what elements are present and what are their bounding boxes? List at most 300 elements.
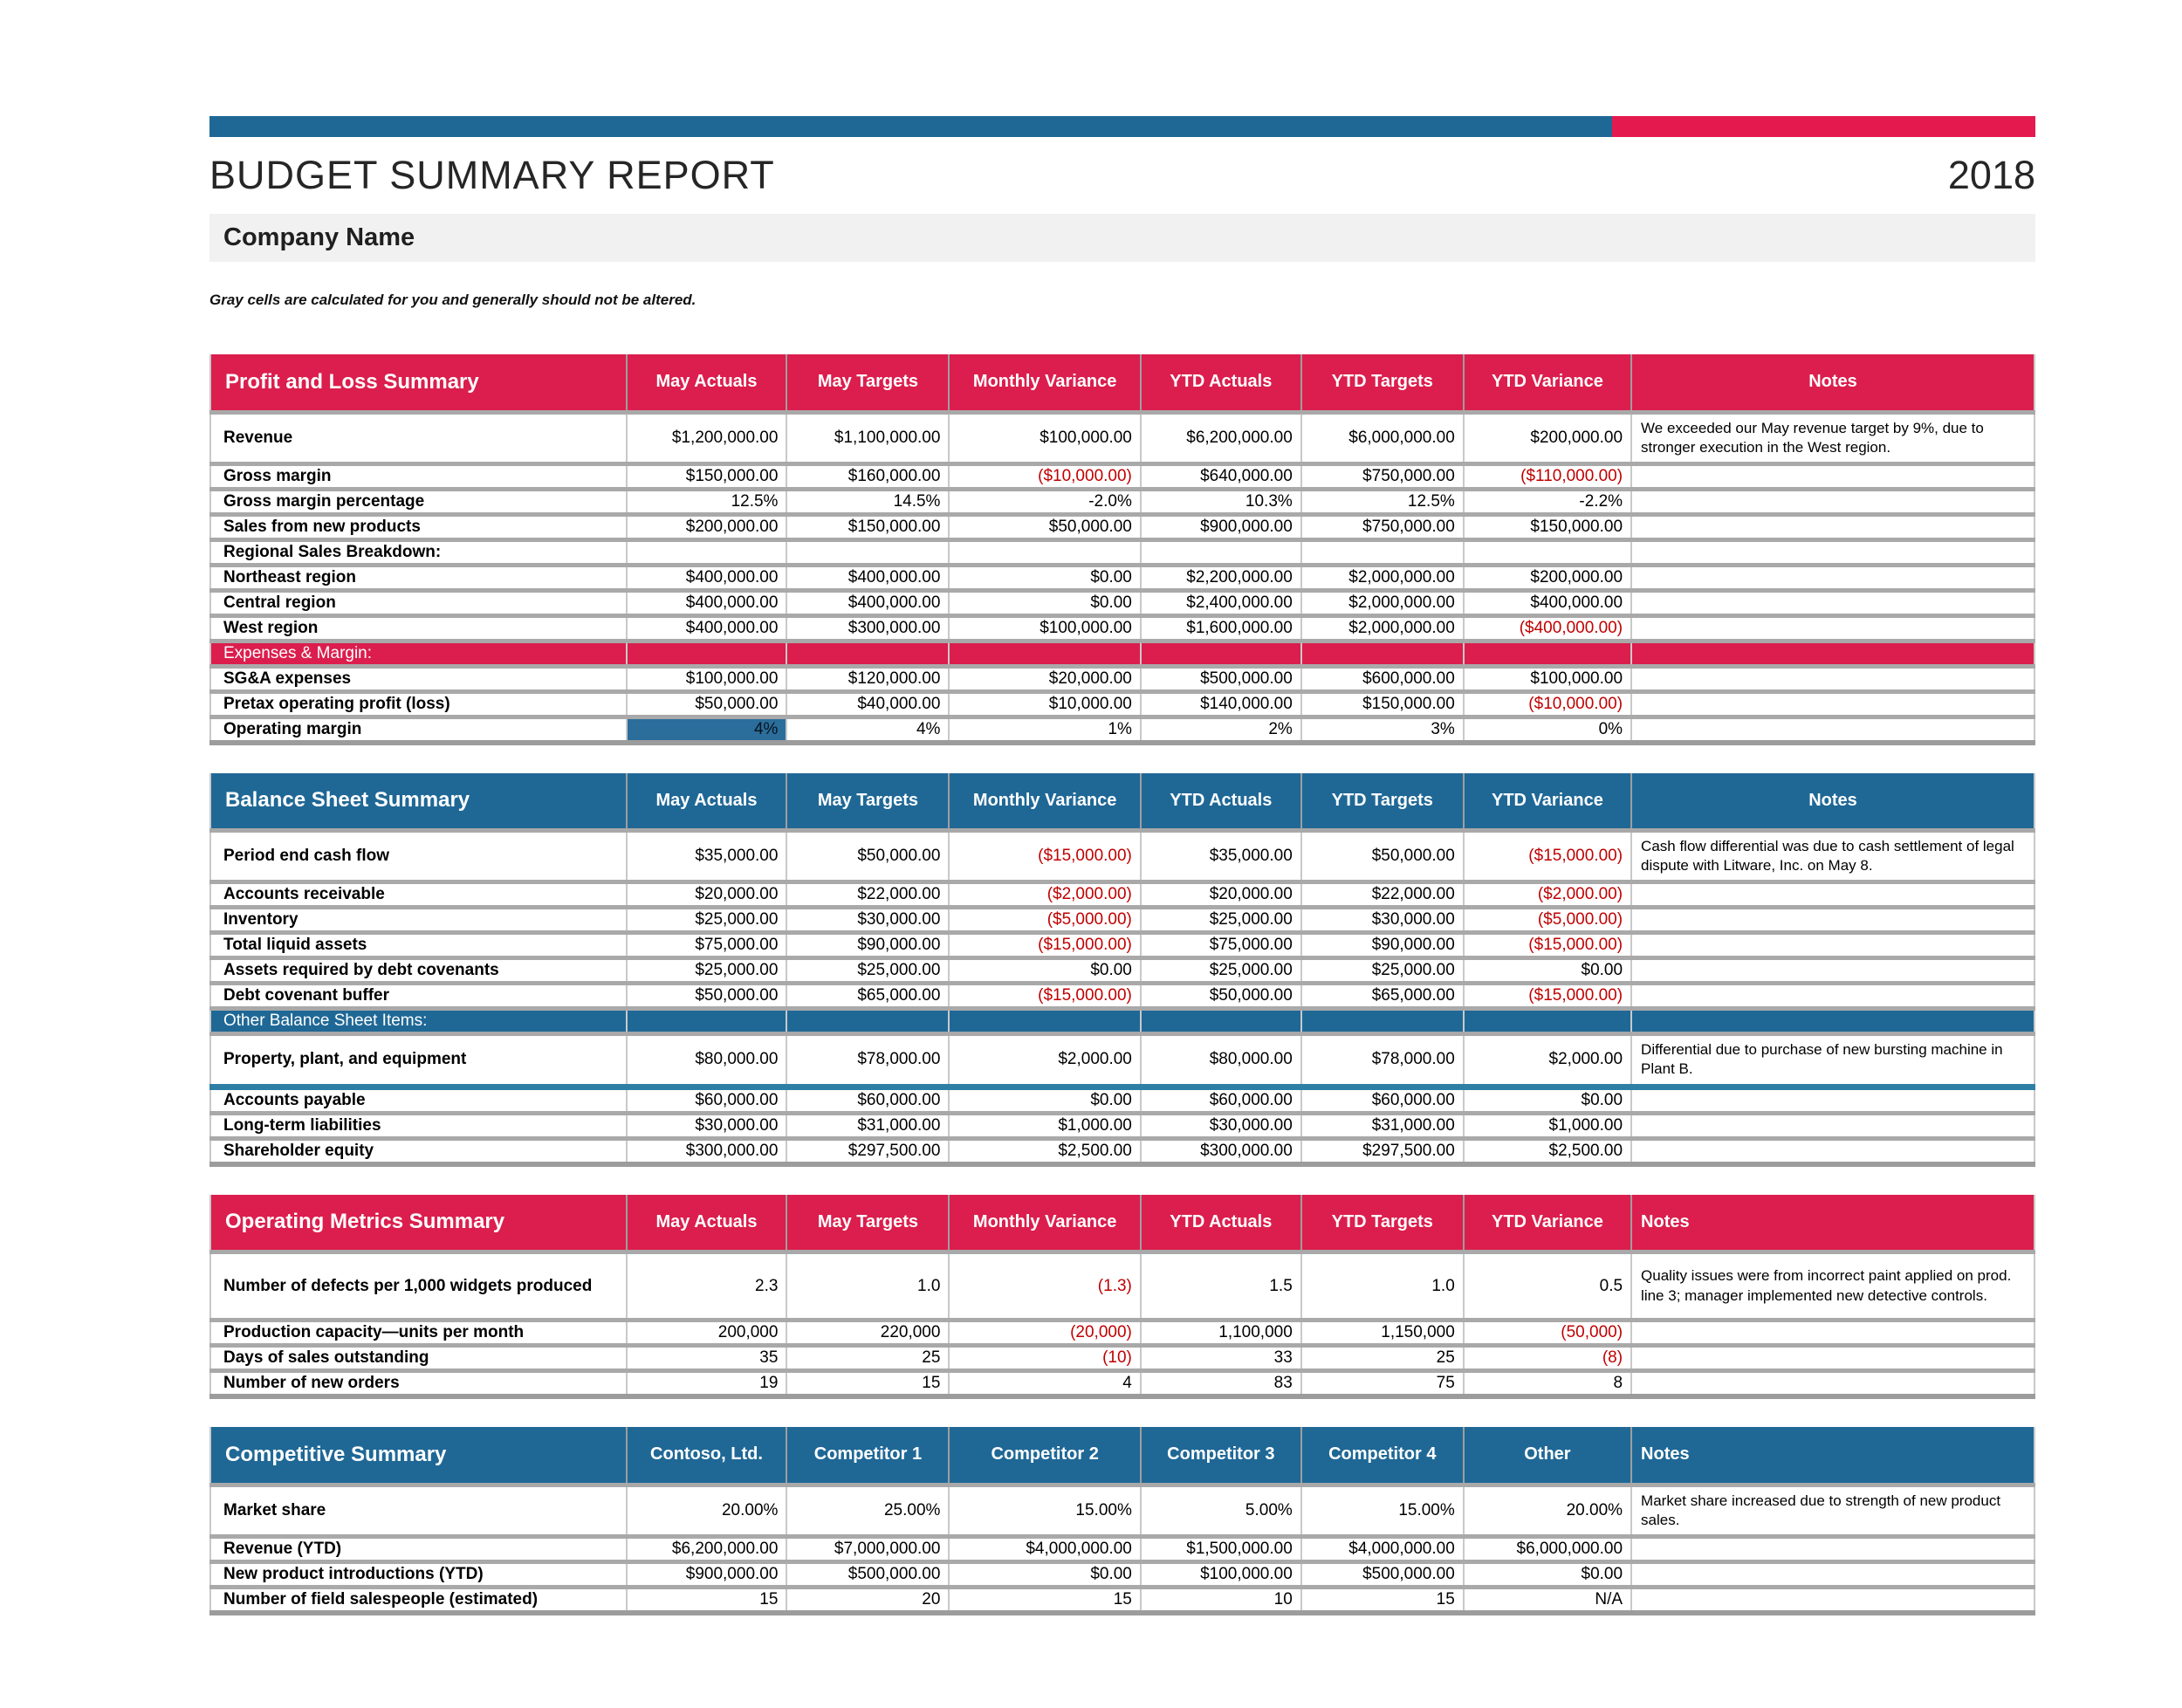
table-row <box>210 565 2034 590</box>
value-cell[interactable]: $500,000.00 <box>786 1561 949 1587</box>
value-cell[interactable]: $30,000.00 <box>1301 908 1464 933</box>
value-cell[interactable]: 25 <box>1301 1346 1464 1371</box>
row-label[interactable]: Period end cash flow <box>210 831 627 882</box>
column-header: YTD Targets <box>1301 1195 1464 1252</box>
value-cell[interactable]: $25,000.00 <box>786 958 949 984</box>
column-header: YTD Targets <box>1301 354 1464 412</box>
value-cell[interactable]: $50,000.00 <box>1301 831 1464 882</box>
note-cell[interactable] <box>1631 1561 2034 1587</box>
value-cell[interactable]: $25,000.00 <box>627 908 787 933</box>
note-cell[interactable] <box>1631 717 2034 743</box>
value-cell[interactable]: $40,000.00 <box>786 691 949 717</box>
row-label[interactable]: West region <box>210 615 627 641</box>
note-cell[interactable] <box>1631 908 2034 933</box>
column-header: May Actuals <box>627 773 787 831</box>
value-cell[interactable]: $50,000.00 <box>627 691 787 717</box>
value-cell[interactable]: ($15,000.00) <box>1464 984 1631 1009</box>
value-cell[interactable]: 10 <box>1141 1587 1301 1613</box>
value-cell[interactable]: 1.0 <box>786 1252 949 1320</box>
page-title: BUDGET SUMMARY REPORT <box>209 153 775 197</box>
table-row <box>210 958 2034 984</box>
value-cell[interactable]: ($2,000.00) <box>949 882 1140 908</box>
value-cell[interactable]: ($400,000.00) <box>1464 615 1631 641</box>
value-cell[interactable] <box>1301 539 1464 565</box>
tables <box>209 354 2035 1615</box>
value-cell[interactable]: $20,000.00 <box>949 666 1140 691</box>
value-cell[interactable]: 14.5% <box>786 489 949 514</box>
note-cell[interactable] <box>1631 1371 2034 1397</box>
table-row <box>210 984 2034 1009</box>
value-cell[interactable] <box>949 1009 1140 1034</box>
column-header: Other <box>1464 1427 1631 1485</box>
value-cell[interactable]: $600,000.00 <box>1301 666 1464 691</box>
header-row <box>210 1195 2034 1252</box>
value-cell[interactable]: $2,500.00 <box>949 1138 1140 1164</box>
note-cell[interactable] <box>1631 882 2034 908</box>
row-label[interactable]: Other Balance Sheet Items: <box>210 1009 627 1034</box>
value-cell[interactable]: $35,000.00 <box>627 831 787 882</box>
value-cell[interactable]: $0.00 <box>949 590 1140 615</box>
value-cell[interactable] <box>1464 1009 1631 1034</box>
row-label[interactable]: Gross margin percentage <box>210 489 627 514</box>
column-header: YTD Actuals <box>1141 773 1301 831</box>
value-cell[interactable]: $200,000.00 <box>627 514 787 539</box>
row-label[interactable]: Total liquid assets <box>210 933 627 958</box>
table-row <box>210 1587 2034 1613</box>
value-cell[interactable]: $65,000.00 <box>786 984 949 1009</box>
value-cell[interactable]: $300,000.00 <box>1141 1138 1301 1164</box>
value-cell[interactable]: $100,000.00 <box>627 666 787 691</box>
table-row <box>210 933 2034 958</box>
value-cell[interactable]: $0.00 <box>949 565 1140 590</box>
row-label[interactable]: Production capacity—units per month <box>210 1320 627 1346</box>
value-cell[interactable]: $6,000,000.00 <box>1301 412 1464 463</box>
value-cell[interactable]: $30,000.00 <box>1141 1113 1301 1138</box>
value-cell[interactable]: 15.00% <box>1301 1485 1464 1536</box>
value-cell[interactable]: 10.3% <box>1141 489 1301 514</box>
value-cell[interactable]: $140,000.00 <box>1141 691 1301 717</box>
value-cell[interactable]: $297,500.00 <box>786 1138 949 1164</box>
value-cell[interactable]: $80,000.00 <box>627 1034 787 1087</box>
value-cell[interactable]: $1,200,000.00 <box>627 412 787 463</box>
table-row <box>210 412 2034 463</box>
value-cell[interactable]: $400,000.00 <box>627 590 787 615</box>
value-cell[interactable]: 25 <box>786 1346 949 1371</box>
value-cell[interactable]: ($15,000.00) <box>1464 933 1631 958</box>
value-cell[interactable]: ($2,000.00) <box>1464 882 1631 908</box>
value-cell[interactable]: ($10,000.00) <box>949 463 1140 489</box>
row-label[interactable]: Accounts receivable <box>210 882 627 908</box>
value-cell[interactable]: $1,000.00 <box>949 1113 1140 1138</box>
row-label[interactable]: Expenses & Margin: <box>210 641 627 666</box>
value-cell[interactable]: 12.5% <box>627 489 787 514</box>
table-title: Profit and Loss Summary <box>210 354 627 412</box>
value-cell[interactable]: $31,000.00 <box>1301 1113 1464 1138</box>
column-header: YTD Targets <box>1301 773 1464 831</box>
value-cell[interactable]: 0.5 <box>1464 1252 1631 1320</box>
value-cell[interactable] <box>786 539 949 565</box>
value-cell[interactable]: $2,000,000.00 <box>1301 590 1464 615</box>
value-cell[interactable]: $0.00 <box>1464 958 1631 984</box>
note-cell[interactable] <box>1631 514 2034 539</box>
row-label[interactable]: Property, plant, and equipment <box>210 1034 627 1087</box>
value-cell[interactable]: $150,000.00 <box>1301 691 1464 717</box>
column-header: May Actuals <box>627 354 787 412</box>
note-cell[interactable] <box>1631 984 2034 1009</box>
row-label[interactable]: Pretax operating profit (loss) <box>210 691 627 717</box>
value-cell[interactable]: $4,000,000.00 <box>949 1536 1140 1561</box>
value-cell[interactable]: 12.5% <box>1301 489 1464 514</box>
value-cell[interactable]: $25,000.00 <box>1141 958 1301 984</box>
value-cell[interactable]: $0.00 <box>949 1561 1140 1587</box>
table-competitive-summary <box>209 1427 2035 1615</box>
value-cell[interactable]: $7,000,000.00 <box>786 1536 949 1561</box>
row-label[interactable]: Central region <box>210 590 627 615</box>
value-cell[interactable]: $78,000.00 <box>786 1034 949 1087</box>
row-label[interactable]: Gross margin <box>210 463 627 489</box>
header-row <box>210 773 2034 831</box>
value-cell[interactable]: $90,000.00 <box>1301 933 1464 958</box>
value-cell[interactable]: 2% <box>1141 717 1301 743</box>
value-cell[interactable]: $2,000.00 <box>949 1034 1140 1087</box>
value-cell[interactable]: $60,000.00 <box>1141 1087 1301 1113</box>
value-cell[interactable]: -2.2% <box>1464 489 1631 514</box>
value-cell[interactable]: 20 <box>786 1587 949 1613</box>
value-cell[interactable]: 20.00% <box>1464 1485 1631 1536</box>
table-row <box>210 1346 2034 1371</box>
note-cell[interactable] <box>1631 489 2034 514</box>
table-row <box>210 514 2034 539</box>
value-cell[interactable]: 15 <box>1301 1587 1464 1613</box>
value-cell[interactable] <box>627 539 787 565</box>
value-cell[interactable]: 15 <box>949 1587 1140 1613</box>
value-cell[interactable]: $20,000.00 <box>1141 882 1301 908</box>
value-cell[interactable]: 15 <box>627 1587 787 1613</box>
value-cell[interactable]: 4 <box>949 1371 1140 1397</box>
value-cell[interactable]: 1% <box>949 717 1140 743</box>
value-cell[interactable]: $300,000.00 <box>627 1138 787 1164</box>
value-cell[interactable]: $50,000.00 <box>1141 984 1301 1009</box>
column-header: Competitor 4 <box>1301 1427 1464 1485</box>
value-cell[interactable]: $750,000.00 <box>1301 514 1464 539</box>
value-cell[interactable]: $200,000.00 <box>1464 412 1631 463</box>
value-cell[interactable]: $60,000.00 <box>627 1087 787 1113</box>
value-cell[interactable]: $120,000.00 <box>786 666 949 691</box>
value-cell[interactable]: $297,500.00 <box>1301 1138 1464 1164</box>
value-cell[interactable]: 200,000 <box>627 1320 787 1346</box>
value-cell[interactable] <box>1141 641 1301 666</box>
note-cell[interactable] <box>1631 1536 2034 1561</box>
value-cell[interactable]: (20,000) <box>949 1320 1140 1346</box>
value-cell[interactable]: 15.00% <box>949 1485 1140 1536</box>
value-cell[interactable]: $60,000.00 <box>1301 1087 1464 1113</box>
row-label[interactable]: Inventory <box>210 908 627 933</box>
value-cell[interactable]: ($110,000.00) <box>1464 463 1631 489</box>
value-cell[interactable]: $100,000.00 <box>1141 1561 1301 1587</box>
value-cell[interactable]: $400,000.00 <box>786 565 949 590</box>
note-cell[interactable]: Quality issues were from incorrect paint applied on prod. line 3; manager implemented new detective controls. <box>1631 1252 2034 1320</box>
value-cell[interactable]: -2.0% <box>949 489 1140 514</box>
value-cell[interactable]: $31,000.00 <box>786 1113 949 1138</box>
value-cell[interactable] <box>627 641 787 666</box>
value-cell[interactable]: $2,000,000.00 <box>1301 565 1464 590</box>
value-cell[interactable]: ($15,000.00) <box>949 933 1140 958</box>
value-cell[interactable]: $25,000.00 <box>627 958 787 984</box>
value-cell[interactable]: 1.5 <box>1141 1252 1301 1320</box>
value-cell[interactable]: $22,000.00 <box>1301 882 1464 908</box>
value-cell[interactable]: $100,000.00 <box>949 412 1140 463</box>
selected-cell[interactable]: 4% <box>627 717 787 743</box>
row-label[interactable]: Number of defects per 1,000 widgets produced <box>210 1252 627 1320</box>
value-cell[interactable]: $640,000.00 <box>1141 463 1301 489</box>
note-cell[interactable]: We exceeded our May revenue target by 9%, due to stronger execution in the West region. <box>1631 412 2034 463</box>
note-cell[interactable] <box>1631 539 2034 565</box>
value-cell[interactable]: 1.0 <box>1301 1252 1464 1320</box>
row-label[interactable]: Days of sales outstanding <box>210 1346 627 1371</box>
value-cell[interactable]: $2,000,000.00 <box>1301 615 1464 641</box>
value-cell[interactable]: 25.00% <box>786 1485 949 1536</box>
value-cell[interactable]: 15 <box>786 1371 949 1397</box>
row-label[interactable]: Revenue <box>210 412 627 463</box>
value-cell[interactable]: $100,000.00 <box>949 615 1140 641</box>
value-cell[interactable]: $150,000.00 <box>786 514 949 539</box>
table-title: Competitive Summary <box>210 1427 627 1485</box>
value-cell[interactable]: $400,000.00 <box>1464 590 1631 615</box>
value-cell[interactable]: $160,000.00 <box>786 463 949 489</box>
value-cell[interactable]: $6,200,000.00 <box>627 1536 787 1561</box>
value-cell[interactable]: $50,000.00 <box>949 514 1140 539</box>
row-label[interactable]: Assets required by debt covenants <box>210 958 627 984</box>
row-label[interactable]: Shareholder equity <box>210 1138 627 1164</box>
value-cell[interactable] <box>1301 641 1464 666</box>
value-cell[interactable] <box>949 641 1140 666</box>
row-label[interactable]: Long-term liabilities <box>210 1113 627 1138</box>
value-cell[interactable]: $2,500.00 <box>1464 1138 1631 1164</box>
column-header: May Targets <box>786 354 949 412</box>
note-cell[interactable] <box>1631 641 2034 666</box>
note-cell[interactable]: Cash flow differential was due to cash settlement of legal dispute with Litware, Inc. on May 8. <box>1631 831 2034 882</box>
table-balance-sheet-summary <box>209 773 2035 1167</box>
value-cell[interactable]: (50,000) <box>1464 1320 1631 1346</box>
accent-bar-red <box>1612 116 2035 137</box>
note-cell[interactable] <box>1631 615 2034 641</box>
row-label[interactable]: Accounts payable <box>210 1087 627 1113</box>
value-cell[interactable]: $400,000.00 <box>627 565 787 590</box>
table-row <box>210 1138 2034 1164</box>
value-cell[interactable]: $10,000.00 <box>949 691 1140 717</box>
note-cell[interactable] <box>1631 666 2034 691</box>
column-header: May Targets <box>786 773 949 831</box>
value-cell[interactable]: $65,000.00 <box>1301 984 1464 1009</box>
value-cell[interactable]: ($15,000.00) <box>1464 831 1631 882</box>
value-cell[interactable]: $78,000.00 <box>1301 1034 1464 1087</box>
row-label[interactable]: Sales from new products <box>210 514 627 539</box>
row-label[interactable]: Revenue (YTD) <box>210 1536 627 1561</box>
column-header: Contoso, Ltd. <box>627 1427 787 1485</box>
table-row <box>210 1536 2034 1561</box>
value-cell[interactable]: $6,200,000.00 <box>1141 412 1301 463</box>
value-cell[interactable]: (10) <box>949 1346 1140 1371</box>
value-cell[interactable]: 1,100,000 <box>1141 1320 1301 1346</box>
note-cell[interactable] <box>1631 1346 2034 1371</box>
note-cell[interactable] <box>1631 958 2034 984</box>
value-cell[interactable] <box>1141 1009 1301 1034</box>
value-cell[interactable]: $30,000.00 <box>786 908 949 933</box>
value-cell[interactable]: $0.00 <box>1464 1561 1631 1587</box>
value-cell[interactable] <box>949 539 1140 565</box>
value-cell[interactable]: (1.3) <box>949 1252 1140 1320</box>
value-cell[interactable]: 35 <box>627 1346 787 1371</box>
note-cell[interactable] <box>1631 691 2034 717</box>
value-cell[interactable]: 33 <box>1141 1346 1301 1371</box>
value-cell[interactable]: ($15,000.00) <box>949 984 1140 1009</box>
value-cell[interactable]: $1,000.00 <box>1464 1113 1631 1138</box>
value-cell[interactable]: $50,000.00 <box>786 831 949 882</box>
value-cell[interactable]: $75,000.00 <box>1141 933 1301 958</box>
value-cell[interactable]: $2,400,000.00 <box>1141 590 1301 615</box>
value-cell[interactable]: $90,000.00 <box>786 933 949 958</box>
note-cell[interactable] <box>1631 1009 2034 1034</box>
value-cell[interactable]: $4,000,000.00 <box>1301 1536 1464 1561</box>
value-cell[interactable]: N/A <box>1464 1587 1631 1613</box>
value-cell[interactable]: $150,000.00 <box>627 463 787 489</box>
value-cell[interactable]: $75,000.00 <box>627 933 787 958</box>
value-cell[interactable]: 5.00% <box>1141 1485 1301 1536</box>
value-cell[interactable]: $400,000.00 <box>627 615 787 641</box>
value-cell[interactable]: 3% <box>1301 717 1464 743</box>
table-row <box>210 666 2034 691</box>
column-header: Monthly Variance <box>949 773 1140 831</box>
row-label[interactable]: Number of field salespeople (estimated) <box>210 1587 627 1613</box>
table-row <box>210 489 2034 514</box>
row-label[interactable]: Operating margin <box>210 717 627 743</box>
accent-bar-blue <box>209 116 1612 137</box>
value-cell[interactable]: $1,100,000.00 <box>786 412 949 463</box>
value-cell[interactable]: $400,000.00 <box>786 590 949 615</box>
value-cell[interactable]: $900,000.00 <box>1141 514 1301 539</box>
value-cell[interactable]: $500,000.00 <box>1141 666 1301 691</box>
table-row <box>210 1561 2034 1587</box>
company-name[interactable]: Company Name <box>209 214 2035 262</box>
value-cell[interactable]: $900,000.00 <box>627 1561 787 1587</box>
value-cell[interactable]: ($5,000.00) <box>949 908 1140 933</box>
value-cell[interactable] <box>627 1009 787 1034</box>
value-cell[interactable]: $50,000.00 <box>627 984 787 1009</box>
table-row <box>210 1113 2034 1138</box>
note-cell[interactable] <box>1631 1113 2034 1138</box>
note-cell[interactable] <box>1631 1320 2034 1346</box>
value-cell[interactable]: $200,000.00 <box>1464 565 1631 590</box>
row-label[interactable]: Debt covenant buffer <box>210 984 627 1009</box>
note-cell[interactable] <box>1631 463 2034 489</box>
value-cell[interactable]: 83 <box>1141 1371 1301 1397</box>
value-cell[interactable]: $0.00 <box>949 958 1140 984</box>
value-cell[interactable]: $25,000.00 <box>1301 958 1464 984</box>
value-cell[interactable]: ($5,000.00) <box>1464 908 1631 933</box>
row-label[interactable]: Number of new orders <box>210 1371 627 1397</box>
table-row <box>210 908 2034 933</box>
value-cell[interactable]: (8) <box>1464 1346 1631 1371</box>
row-label[interactable]: New product introductions (YTD) <box>210 1561 627 1587</box>
note-cell[interactable] <box>1631 933 2034 958</box>
value-cell[interactable] <box>786 1009 949 1034</box>
value-cell[interactable]: $80,000.00 <box>1141 1034 1301 1087</box>
table-row <box>210 717 2034 743</box>
value-cell[interactable]: $22,000.00 <box>786 882 949 908</box>
value-cell[interactable]: 4% <box>786 717 949 743</box>
value-cell[interactable] <box>1464 539 1631 565</box>
value-cell[interactable]: $2,000.00 <box>1464 1034 1631 1087</box>
value-cell[interactable]: 220,000 <box>786 1320 949 1346</box>
value-cell[interactable]: $100,000.00 <box>1464 666 1631 691</box>
note-cell[interactable]: Differential due to purchase of new bursting machine in Plant B. <box>1631 1034 2034 1087</box>
column-header: Monthly Variance <box>949 354 1140 412</box>
value-cell[interactable]: 0% <box>1464 717 1631 743</box>
header-row <box>210 1427 2034 1485</box>
column-header: YTD Actuals <box>1141 354 1301 412</box>
value-cell[interactable] <box>1464 641 1631 666</box>
value-cell[interactable]: $30,000.00 <box>627 1113 787 1138</box>
column-header: Competitor 1 <box>786 1427 949 1485</box>
value-cell[interactable]: $60,000.00 <box>786 1087 949 1113</box>
value-cell[interactable]: 20.00% <box>627 1485 787 1536</box>
note-cell[interactable] <box>1631 1087 2034 1113</box>
value-cell[interactable]: $1,500,000.00 <box>1141 1536 1301 1561</box>
value-cell[interactable]: $6,000,000.00 <box>1464 1536 1631 1561</box>
row-label[interactable]: Regional Sales Breakdown: <box>210 539 627 565</box>
table-row <box>210 1087 2034 1113</box>
section-row <box>210 1009 2034 1034</box>
value-cell[interactable]: 75 <box>1301 1371 1464 1397</box>
value-cell[interactable]: ($15,000.00) <box>949 831 1140 882</box>
row-label[interactable]: Market share <box>210 1485 627 1536</box>
note-cell[interactable] <box>1631 565 2034 590</box>
note-cell[interactable] <box>1631 1587 2034 1613</box>
report-content <box>209 116 2035 1643</box>
value-cell[interactable]: $35,000.00 <box>1141 831 1301 882</box>
value-cell[interactable]: 8 <box>1464 1371 1631 1397</box>
column-header: YTD Variance <box>1464 1195 1631 1252</box>
value-cell[interactable]: $0.00 <box>1464 1087 1631 1113</box>
value-cell[interactable]: $2,200,000.00 <box>1141 565 1301 590</box>
value-cell[interactable]: $1,600,000.00 <box>1141 615 1301 641</box>
gray-cells-note: Gray cells are calculated for you and generally should not be altered. <box>209 292 696 308</box>
value-cell[interactable]: 1,150,000 <box>1301 1320 1464 1346</box>
value-cell[interactable] <box>1301 1009 1464 1034</box>
note-cell[interactable]: Market share increased due to strength of new product sales. <box>1631 1485 2034 1536</box>
row-label[interactable]: Northeast region <box>210 565 627 590</box>
value-cell[interactable]: $500,000.00 <box>1301 1561 1464 1587</box>
value-cell[interactable]: $25,000.00 <box>1141 908 1301 933</box>
row-label[interactable]: SG&A expenses <box>210 666 627 691</box>
header-row <box>210 354 2034 412</box>
table-title: Operating Metrics Summary <box>210 1195 627 1252</box>
table-row <box>210 1485 2034 1536</box>
value-cell[interactable]: 2.3 <box>627 1252 787 1320</box>
value-cell[interactable]: $300,000.00 <box>786 615 949 641</box>
value-cell[interactable]: $0.00 <box>949 1087 1140 1113</box>
title-row <box>209 137 2035 214</box>
value-cell[interactable] <box>786 641 949 666</box>
note-cell[interactable] <box>1631 590 2034 615</box>
value-cell[interactable] <box>1141 539 1301 565</box>
note-cell[interactable] <box>1631 1138 2034 1164</box>
value-cell[interactable]: $20,000.00 <box>627 882 787 908</box>
value-cell[interactable]: 19 <box>627 1371 787 1397</box>
value-cell[interactable]: $150,000.00 <box>1464 514 1631 539</box>
value-cell[interactable]: ($10,000.00) <box>1464 691 1631 717</box>
value-cell[interactable]: $750,000.00 <box>1301 463 1464 489</box>
